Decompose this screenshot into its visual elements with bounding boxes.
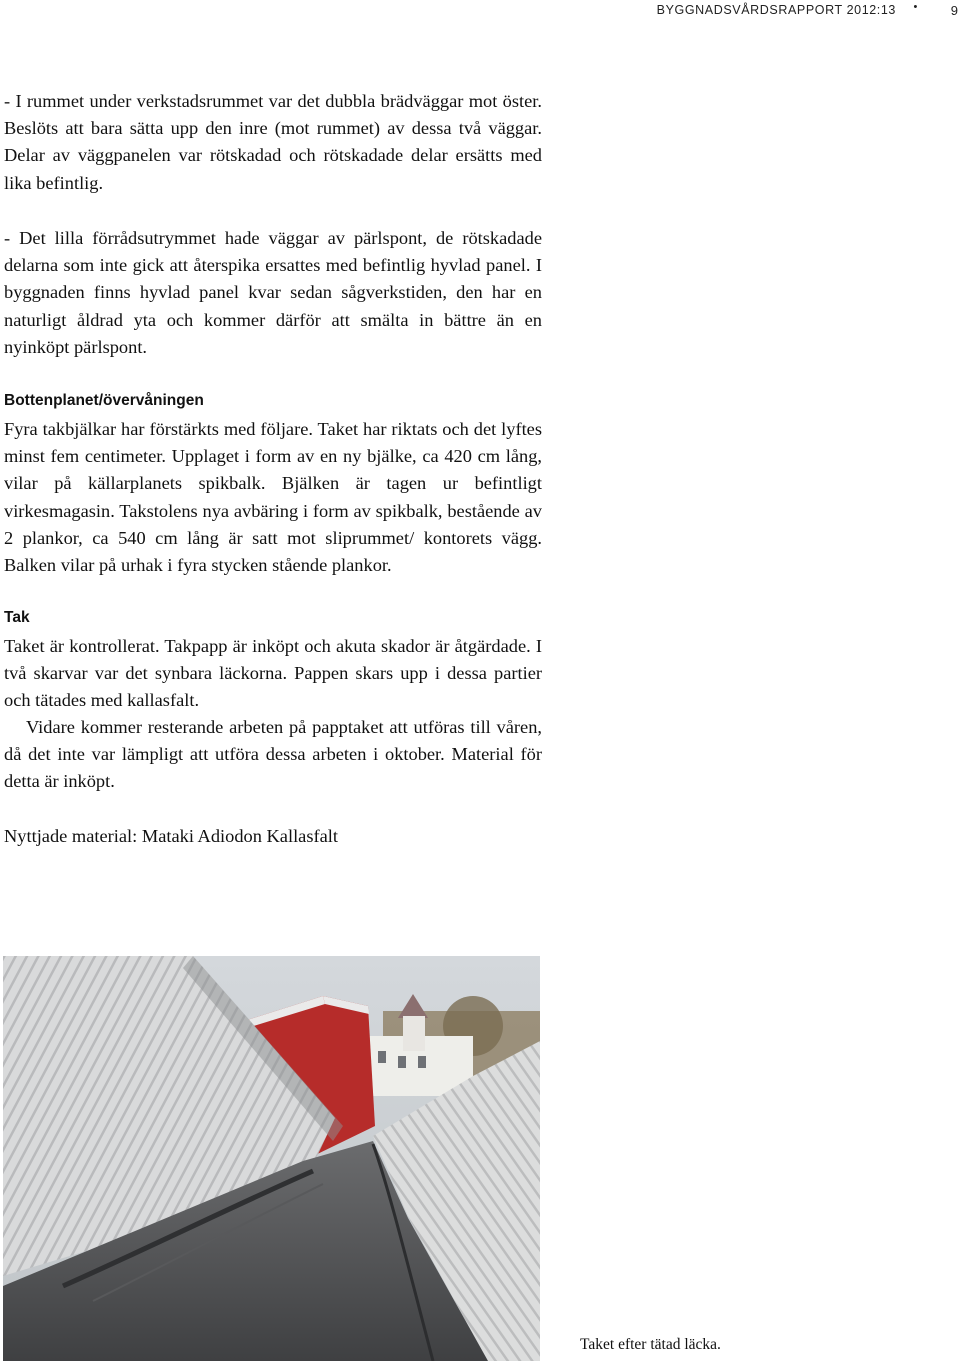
header-bullet: • xyxy=(913,1,918,13)
paragraph-tak-2: Vidare kommer resterande arbeten på papptaket att utföras till våren, då det inte var lämpligt att utföra dessa arbeten i oktober. Material för detta är inköpt. xyxy=(4,717,542,792)
publication-title: BYGGNADSVÅRDSRAPPORT 2012:13 xyxy=(656,3,896,17)
paragraph-tak-1: Taket är kontrollerat. Takpapp är inköpt och akuta skador är åtgärdade. I två skarvar var det synbara läckorna. Pappen skars upp i dessa partier och tätades med kallasfalt. xyxy=(4,636,542,711)
running-header xyxy=(0,0,960,18)
paragraph-verkstad: - I rummet under verkstadsrummet var det dubbla brädväggar mot öster. Beslöts att bara sätta upp den inre (mot rummet) av dessa två väggar. Delar av väggpanelen var rötskadad och rötskadade delar ersätts med lika befintlig. xyxy=(4,91,542,193)
page-number: 9 xyxy=(950,3,958,18)
photo-caption: Taket efter tätad läcka. xyxy=(580,1336,721,1353)
paragraph-bottenplanet: Fyra takbjälkar har förstärkts med följare. Taket har riktats och det lyftes minst fem centimeter. Upplaget i form av en ny bjälke, ca 420 cm lång, vilar på källarplanets spikbalk. Bjälken är tagen ur befintligt virkesmagasin. Takstolens nya avbäring i form av spikbalk, bestående av 2 plankor, ca 540 cm lång är satt mot sliprummet/ kontorets vägg. Balken vilar på urhak i fyra stycken stående plankor. xyxy=(4,419,542,576)
materials-used: Nyttjade material: Mataki Adiodon Kallasfalt xyxy=(4,826,339,846)
paragraph-forrad: - Det lilla förrådsutrymmet hade väggar av pärlspont, de rötskadade delarna som inte gick att återspika ersattes med befintlig hyvlad panel. I byggnaden finns hyvlad panel kvar sedan sågverkstiden, den har en naturligt åldrad yta och kommer därför att smälta in bättre än en nyinköpt pärlspont. xyxy=(4,228,542,357)
roof-photo xyxy=(3,956,540,1361)
heading-tak: Tak xyxy=(4,609,30,626)
heading-bottenplanet: Bottenplanet/övervåningen xyxy=(4,392,204,409)
